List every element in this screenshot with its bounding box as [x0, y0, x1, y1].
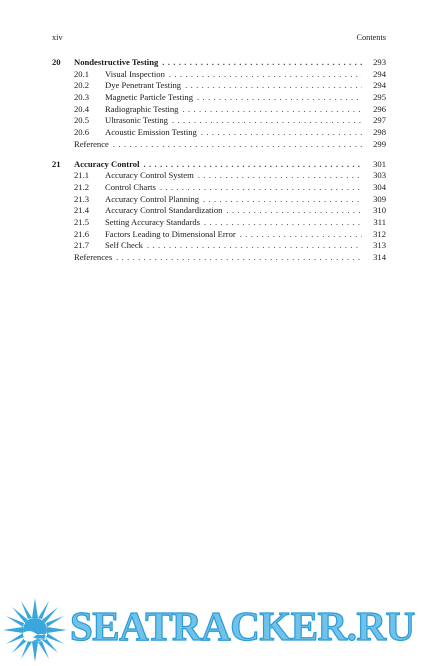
entry-number: 21.4 [74, 205, 90, 216]
entry-number: 20.5 [74, 115, 90, 126]
entry-number: 21.5 [74, 216, 90, 227]
entry-number: 20.6 [74, 127, 90, 138]
section-entry [52, 229, 386, 241]
entry-page: 297 [373, 115, 386, 126]
entry-title: Accuracy Control Standardization [105, 205, 223, 216]
entry-page: 301 [373, 158, 386, 169]
entry-page: 299 [373, 138, 386, 149]
running-head [52, 33, 386, 42]
running-title: Contents [356, 33, 386, 42]
entry-page: 312 [373, 228, 386, 239]
section-entry [52, 104, 386, 116]
entry-number: 21.6 [74, 228, 90, 239]
leader-dots [116, 252, 362, 264]
entry-title: Accuracy Control Planning [105, 193, 200, 204]
leader-dots [198, 170, 362, 182]
leader-dots [113, 139, 362, 151]
entry-page: 309 [373, 193, 386, 204]
entry-page: 314 [373, 252, 386, 262]
entry-number: 21.3 [74, 193, 90, 204]
entry-page: 298 [373, 127, 386, 138]
leader-dots [240, 229, 362, 241]
section-entry [52, 69, 386, 81]
entry-number: 20.1 [74, 68, 90, 79]
section-entry [52, 170, 386, 182]
entry-title: Magnetic Particle Testing [105, 92, 194, 103]
leader-dots [197, 92, 362, 104]
reference-entry [52, 139, 386, 151]
entry-title: Acoustic Emission Testing [105, 127, 197, 138]
section-entry [52, 240, 386, 252]
leader-dots [143, 159, 362, 171]
entry-title: Reference [74, 138, 109, 149]
entry-page: 313 [373, 240, 386, 251]
chapter-block [52, 57, 386, 151]
leader-dots [203, 194, 362, 206]
leader-dots [226, 205, 362, 217]
entry-title: Control Charts [105, 181, 156, 192]
section-entry [52, 194, 386, 206]
entry-number: 20.2 [74, 80, 90, 91]
entry-title: Dye Penetrant Testing [105, 80, 182, 91]
entry-page: 294 [373, 68, 386, 79]
leader-dots [172, 115, 362, 127]
entry-title: Visual Inspection [105, 68, 165, 79]
entry-number: 21.1 [74, 170, 90, 181]
section-entry [52, 217, 386, 229]
entry-number: 21.7 [74, 240, 90, 251]
entry-number: 21.2 [74, 181, 90, 192]
section-entry [52, 92, 386, 104]
sun-logo-icon [3, 598, 67, 662]
reference-entry [52, 252, 386, 264]
entry-page: 293 [373, 57, 386, 67]
leader-dots [201, 127, 362, 139]
entry-page: 294 [373, 80, 386, 91]
entry-title: Radiographic Testing [105, 103, 179, 114]
entry-title: Nondestructive Testing [74, 57, 159, 67]
entry-page: 303 [373, 170, 386, 181]
leader-dots [169, 69, 362, 81]
entry-number: 20.4 [74, 103, 90, 114]
watermark-text: SEATRACKER.RU [70, 603, 415, 649]
page-number: xiv [52, 33, 63, 42]
entry-page: 295 [373, 92, 386, 103]
entry-page: 310 [373, 205, 386, 216]
entry-title: Setting Accuracy Standards [105, 216, 200, 227]
entry-title: Factors Leading to Dimensional Error [105, 228, 236, 239]
entry-page: 311 [373, 216, 386, 227]
leader-dots [160, 182, 362, 194]
chapter-entry [52, 57, 386, 69]
leader-dots [182, 104, 362, 116]
section-entry [52, 182, 386, 194]
leader-dots [204, 217, 362, 229]
section-entry [52, 80, 386, 92]
entry-title: Accuracy Control [74, 158, 140, 169]
entry-title: References [74, 252, 113, 262]
section-entry [52, 115, 386, 127]
leader-dots [162, 57, 362, 69]
entry-title: Ultrasonic Testing [105, 115, 168, 126]
entry-number: 21 [52, 158, 61, 169]
entry-title: Self Check [105, 240, 143, 251]
chapter-entry [52, 159, 386, 171]
entry-page: 296 [373, 103, 386, 114]
leader-dots [185, 80, 362, 92]
section-entry [52, 205, 386, 217]
entry-page: 304 [373, 181, 386, 192]
entry-title: Accuracy Control System [105, 170, 194, 181]
section-entry [52, 127, 386, 139]
entry-number: 20 [52, 57, 61, 67]
watermark [0, 596, 439, 666]
entry-number: 20.3 [74, 92, 90, 103]
leader-dots [147, 240, 362, 252]
chapter-block [52, 159, 386, 264]
table-of-contents [52, 57, 386, 272]
